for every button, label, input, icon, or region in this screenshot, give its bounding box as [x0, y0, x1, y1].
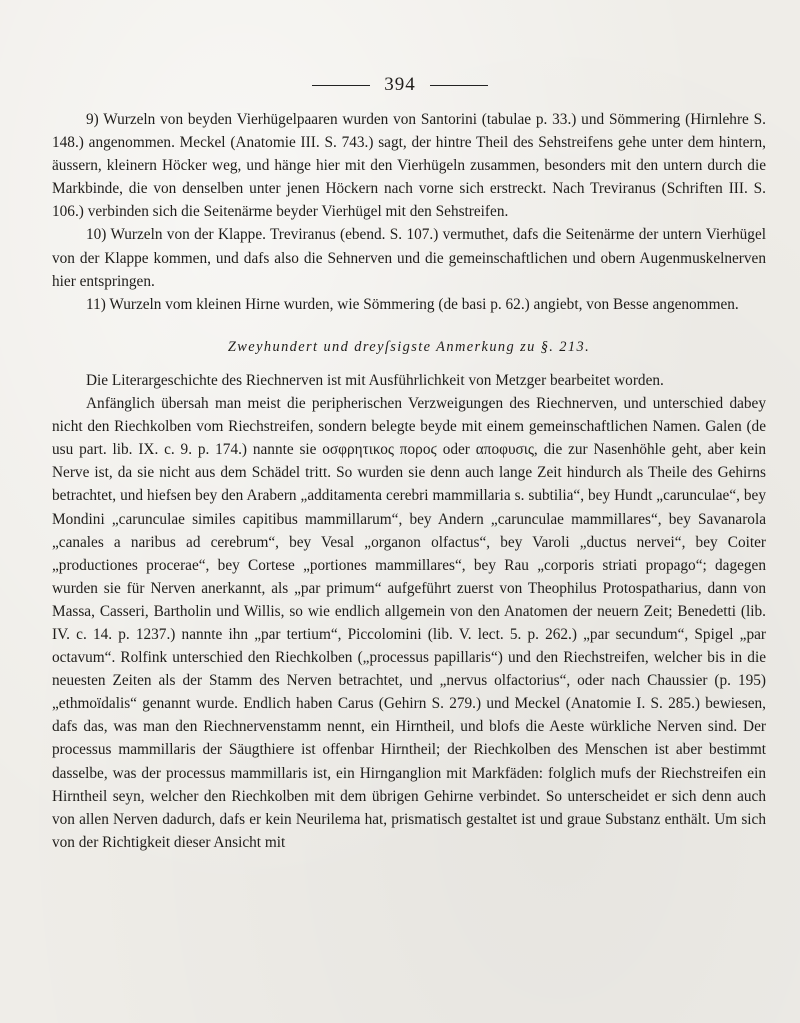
- body-paragraph-literature: Die Literargeschichte des Riechnerven ist mit Ausführlichkeit von Metzger bearbeitet worden.: [86, 371, 664, 389]
- header-rule-right: [430, 85, 488, 86]
- section-heading: Zweyhundert und dreyſsigste Anmerkung zu §. 213.: [227, 338, 591, 355]
- page-header: [0, 74, 800, 96]
- page-number: 394: [384, 74, 416, 95]
- list-item-10: 10) Wurzeln von der Klappe. Treviranus (ebend. S. 107.) vermuthet, dafs die Seitenärme der untern Vierhügel von der Klappe kommen, und dafs also die Sehnerven und die gemeinschaftlichen und obern Augenmuskelnerven hier entspringen.: [52, 226, 766, 290]
- header-rule-left: [312, 85, 370, 86]
- list-item-9: 9) Wurzeln von beyden Vierhügelpaaren wurden von Santorini (tabulae p. 33.) und Sömmering (Hirnlehre S. 148.) angenommen. Meckel (Anatomie III. S. 743.) sagt, der hintre Theil des Sehstreifens gehe unter dem hintern, äussern, kleinern Höcker weg, und hänge hier mit den Vierhügeln zusammen, besonders mit den untern durch die Markbinde, die von denselben unter jenen Höckern nach vorne sich erstreckt. Nach Treviranus (Schriften III. S. 106.) verbinden sich die Seitenärme beyder Vierhügel mit den Sehstreifen.: [52, 111, 766, 221]
- list-item-11: 11) Wurzeln vom kleinen Hirne wurden, wie Sömmering (de basi p. 62.) angiebt, von Besse angenommen.: [86, 295, 739, 313]
- body-paragraph-history: Anfänglich übersah man meist die peripherischen Verzweigungen des Riechnerven, und unterschied dabey nicht den Riechkolben vom Riechstreifen, sondern belegte beyde mit einem gemeinschaftlichen Namen. Galen (de usu part. lib. IX. c. 9. p. 174.) nannte sie οσφρητικος ποροϛ oder αποφυσις, die zur Nasenhöhle geht, aber kein Nerve ist, da sie nicht aus dem Schädel tritt. So wurden sie denn auch lange Zeit hindurch als Theile des Gehirns betrachtet, und hiefsen bey den Arabern „additamenta cerebri mammillaria s. subtilia“, bey Hundt „carunculae“, bey Mondini „carunculae similes capitibus mammillarum“, bey Andern „carunculae mammillares“, bey Savanarola „canales a naribus ad cerebrum“, bey Vesal „organon olfactus“, bey Varoli „ductus nervei“, bey Coiter „productiones procerae“, bey Cortese „portiones mammillares“, bey Rau „corporis striati propago“; dagegen wurden sie für Nerven anerkannt, als „par primum“ aufgeführt zuerst von Theophilus Protospatharius, dann von Massa, Casseri, Bartholin und Willis, so wie endlich allgemein von den Anatomen der neuern Zeit; Benedetti (lib. IV. c. 14. p. 1237.) nannte ihn „par tertium“, Piccolomini (lib. V. lect. 5. p. 262.) „par secundum“, Spigel „par octavum“. Rolfink unterschied den Riechkolben („processus papillaris“) und den Riechstreifen, welcher bis in die neuesten Zeiten als der Stamm des Nerven betrachtet, und „nervus olfactorius“, oder nach Chaussier (p. 195) „ethmoïdalis“ genannt wurde. Endlich haben Carus (Gehirn S. 279.) und Meckel (Anatomie I. S. 285.) bewiesen, dafs das, was man den Riechnervenstamm nennt, ein Hirntheil, und blofs die Aeste würkliche Nerven sind. Der processus mammillaris der Säugthiere ist offenbar Hirntheil; der Riechkolben des Menschen ist aber bestimmt dasselbe, was der processus mammillaris ist, ein Hirnganglion mit Markfäden: folglich mufs der Riechstreifen ein Hirntheil seyn, welcher den Riechkolben mit dem übrigen Gehirne verbindet. So unterscheidet er sich denn auch von allen Nerven dadurch, dafs er kein Neurilema hat, prismatisch gestaltet ist und graue Substanz enthält. Um sich von der Richtigkeit dieser Ansicht mit: [52, 395, 766, 851]
- page-body: [52, 108, 766, 854]
